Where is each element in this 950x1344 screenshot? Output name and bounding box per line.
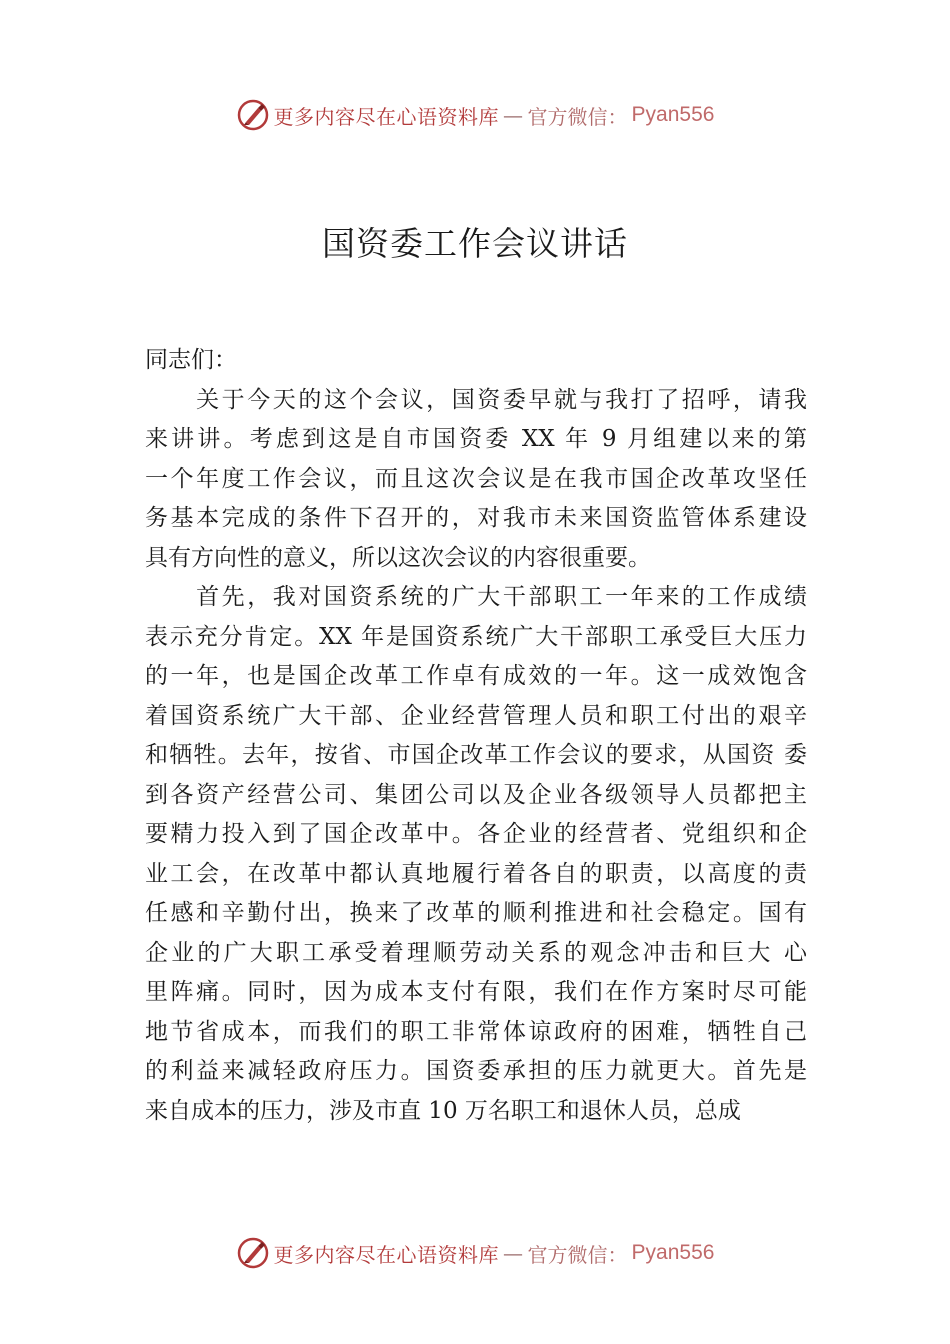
watermark-wechat-id: Pyan556 <box>631 1241 715 1264</box>
watermark-dash: — <box>503 1241 524 1265</box>
salutation: 同志们： <box>145 347 237 373</box>
body-line: 着国资系统广大干部、企业经营管理人员和职工付出的艰辛 <box>145 702 807 729</box>
watermark-wechat-label: 官方微信： <box>527 104 628 129</box>
pen-logo-icon <box>236 1236 270 1270</box>
body-line: 来自成本的压力，涉及市直 10 万名职工和退休人员，总成 <box>145 1097 741 1124</box>
body-line: 的利益来减轻政府压力。国资委承担的压力就更大。首先是 <box>145 1058 807 1084</box>
body-line: 业工会，在改革中都认真地履行着各自的职责，以高度的责 <box>145 860 807 887</box>
body-line: 到各资产经营公司、集团公司以及企业各级领导人员都把主 <box>145 781 807 808</box>
document-title: 国资委工作会议讲话 <box>322 224 628 263</box>
body-line: 任感和辛勤付出，换来了改革的顺利推进和社会稳定。国有 <box>145 900 807 926</box>
pen-logo-icon <box>236 98 270 132</box>
body-line: 企业的广大职工承受着理顺劳动关系的观念冲击和巨大 心 <box>145 939 807 966</box>
footer-watermark <box>0 1233 950 1273</box>
body-line: 关于今天的这个会议，国资委早就与我打了招呼，请我 <box>145 386 807 413</box>
body-line: 里阵痛。同时，因为成本支付有限，我们在作方案时尽可能 <box>145 979 807 1005</box>
body-line: 表示充分肯定。XX 年是国资系统广大干部职工承受巨大压力 <box>145 623 807 650</box>
document-body <box>145 341 807 1131</box>
body-line: 具有方向性的意义，所以这次会议的内容很重要。 <box>145 544 651 571</box>
body-line: 务基本完成的条件下召开的，对我市未来国资监管体系建设 <box>145 505 807 531</box>
watermark-dash: — <box>503 103 524 127</box>
watermark-text: 更多内容尽在心语资料库 <box>273 104 500 129</box>
watermark-text: 更多内容尽在心语资料库 <box>273 1242 500 1267</box>
body-line: 一个年度工作会议，而且这次会议是在我市国企改革攻坚任 <box>145 465 807 492</box>
body-line: 的一年，也是国企改革工作卓有成效的一年。这一成效饱含 <box>145 663 807 689</box>
body-line: 来讲讲。考虑到这是自市国资委 XX 年 9 月组建以来的第 <box>145 426 807 452</box>
watermark-wechat-id: Pyan556 <box>631 103 715 126</box>
body-line: 要精力投入到了国企改革中。各企业的经营者、党组织和企 <box>145 821 807 847</box>
body-line: 地节省成本，而我们的职工非常体谅政府的困难，牺牲自己 <box>145 1018 807 1045</box>
header-watermark <box>0 95 950 135</box>
watermark-wechat-label: 官方微信： <box>527 1242 628 1267</box>
body-line: 和牺牲。去年，按省、市国企改革工作会议的要求，从国资 委 <box>145 742 807 768</box>
body-line: 首先，我对国资系统的广大干部职工一年来的工作成绩 <box>145 584 807 610</box>
